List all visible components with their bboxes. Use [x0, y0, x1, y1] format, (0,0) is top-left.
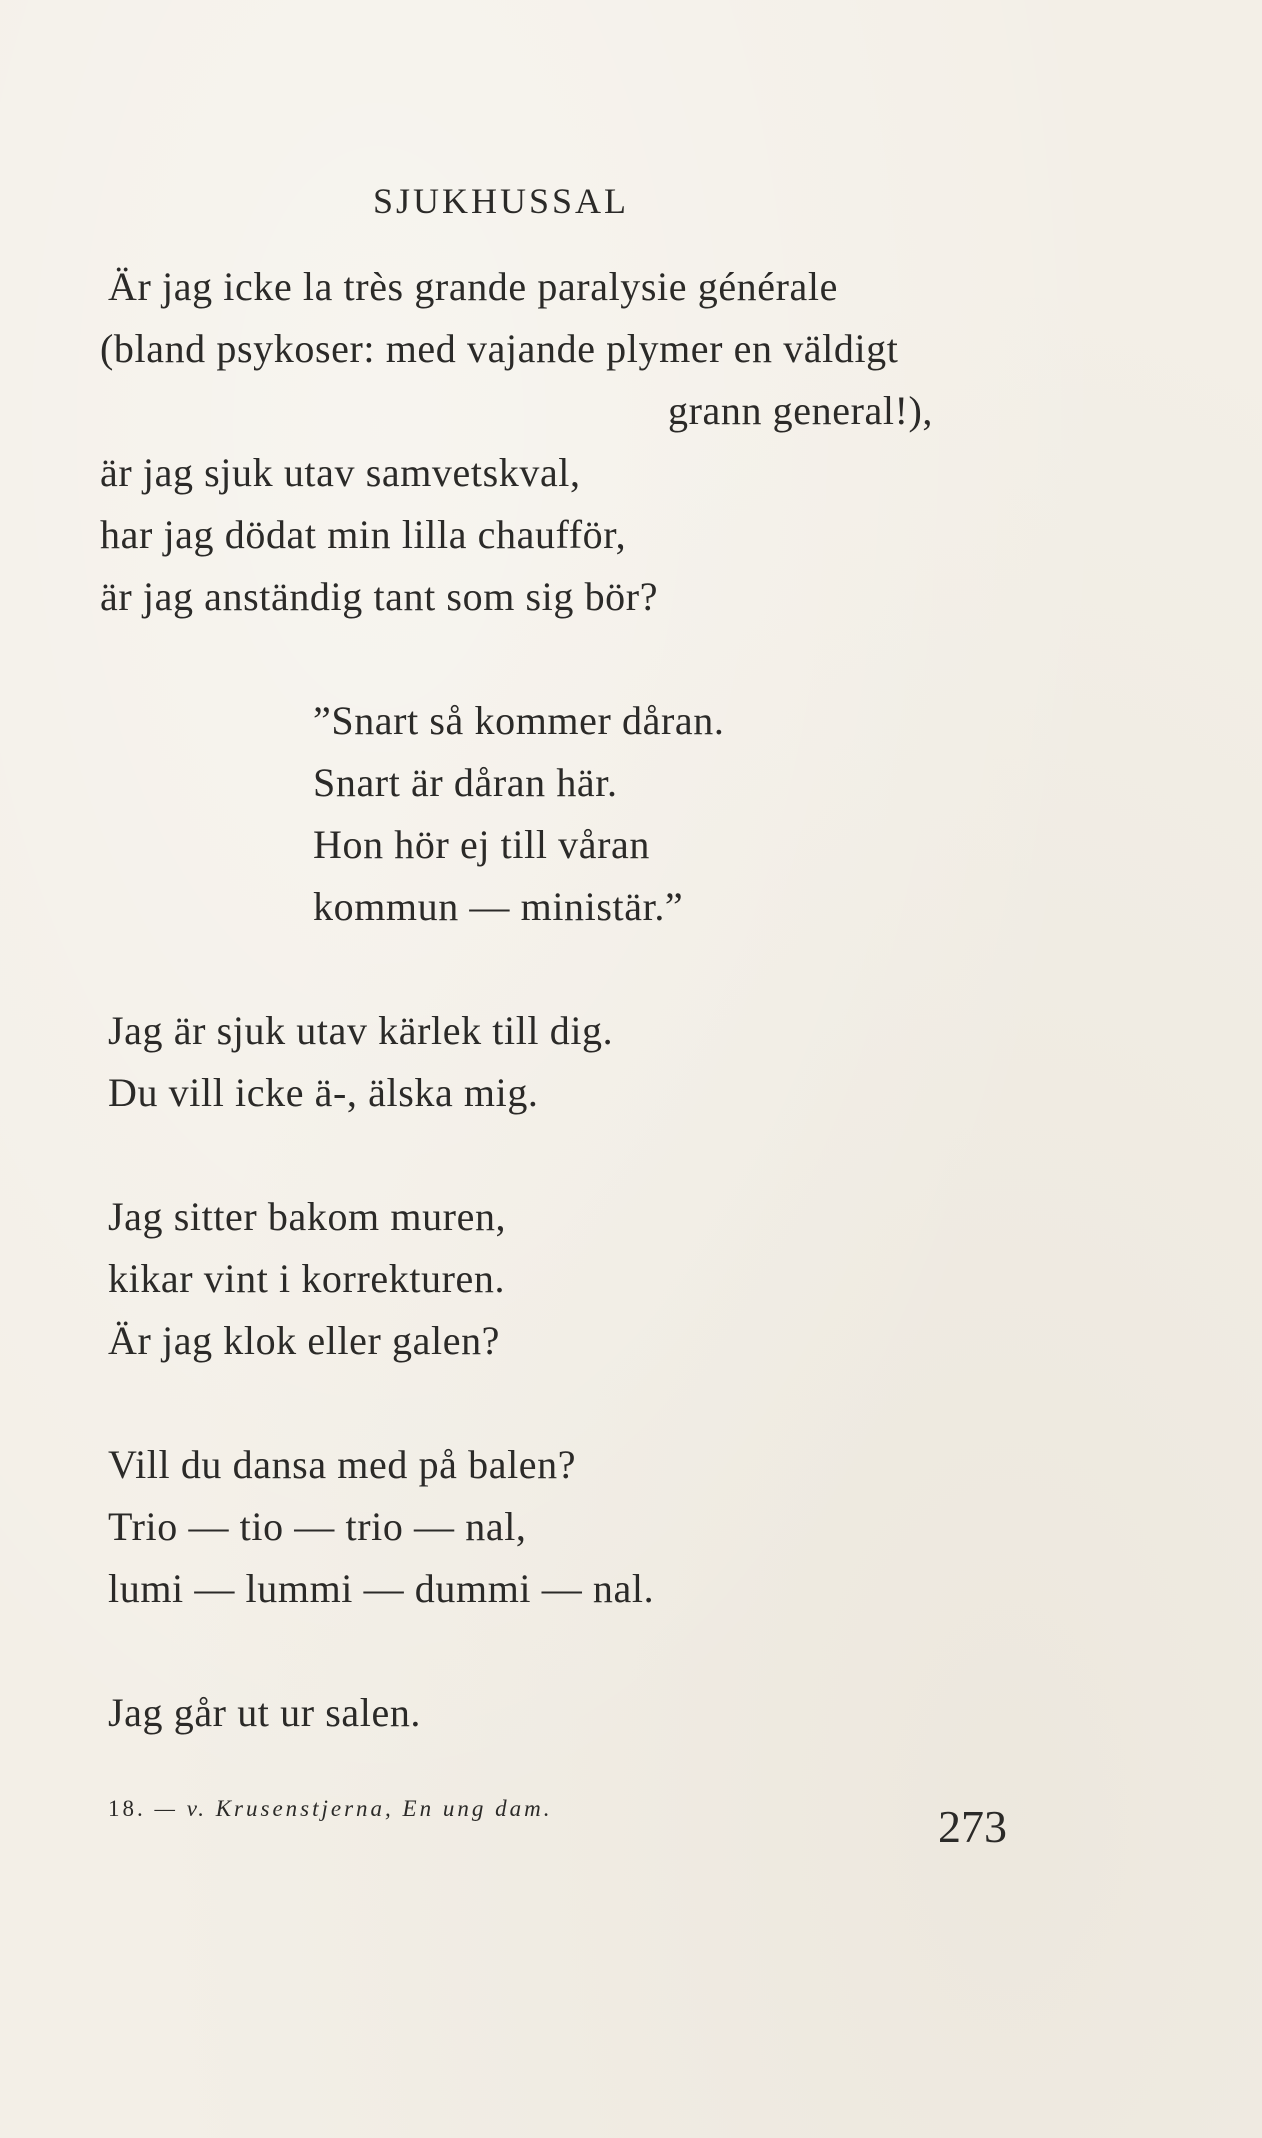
page-number: 273 — [938, 1801, 1007, 1852]
poem-line: grann general!), — [668, 388, 934, 433]
poem-line: Du vill icke ä-, älska mig. — [108, 1070, 539, 1115]
poem-line: Jag går ut ur salen. — [108, 1690, 422, 1735]
poem-line: Jag är sjuk utav kärlek till dig. — [108, 1008, 614, 1053]
poem-line: kikar vint i korrekturen. — [108, 1256, 506, 1301]
poem-line: ”Snart så kommer dåran. — [313, 698, 725, 743]
poem-line: Snart är dåran här. — [313, 760, 618, 805]
poem-line: Är jag klok eller galen? — [108, 1318, 501, 1363]
footer-signature — [108, 1796, 552, 1822]
poem-line: Är jag icke la très grande paralysie générale — [108, 264, 838, 309]
poem-line: lumi — lummi — dummi — nal. — [108, 1566, 655, 1611]
signature-text: — v. Krusenstjerna, En ung dam. — [145, 1796, 553, 1821]
poem-line: kommun — ministär.” — [313, 884, 684, 929]
poem-line: är jag sjuk utav samvetskval, — [100, 450, 581, 495]
poem-line: Jag sitter bakom muren, — [108, 1194, 507, 1239]
poem-line: Trio — tio — trio — nal, — [108, 1504, 527, 1549]
signature-number: 18. — [108, 1796, 146, 1821]
poem-line: (bland psykoser: med vajande plymer en väldigt — [100, 326, 899, 371]
poem-line: är jag anständig tant som sig bör? — [100, 574, 659, 619]
poem-title: SJUKHUSSAL — [372, 181, 630, 221]
poem-line: Hon hör ej till våran — [313, 822, 650, 867]
poem-line: har jag dödat min lilla chaufför, — [100, 512, 627, 557]
poem-line: Vill du dansa med på balen? — [108, 1442, 577, 1487]
